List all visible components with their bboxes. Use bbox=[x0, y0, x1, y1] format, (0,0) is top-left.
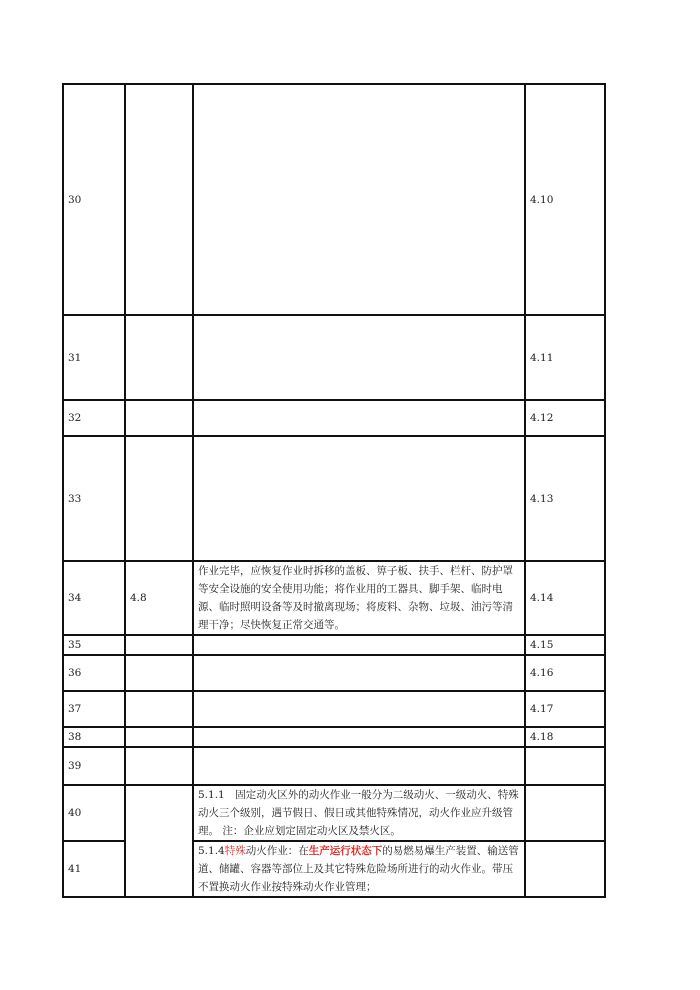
cell-ref[interactable]: 4.11 bbox=[525, 315, 605, 400]
cell-no[interactable]: 30 bbox=[63, 84, 125, 315]
cell-clause[interactable] bbox=[125, 691, 193, 727]
cell-content[interactable] bbox=[193, 436, 525, 561]
cell-no[interactable]: 37 bbox=[63, 691, 125, 727]
cell-content[interactable] bbox=[193, 400, 525, 436]
cell-content[interactable] bbox=[193, 727, 525, 747]
cell-no[interactable]: 41 bbox=[63, 841, 125, 897]
cell-no[interactable]: 35 bbox=[63, 635, 125, 655]
cell-ref[interactable]: 4.16 bbox=[525, 655, 605, 691]
cell-clause[interactable] bbox=[125, 727, 193, 747]
table-row bbox=[63, 747, 605, 785]
cell-ref[interactable] bbox=[525, 747, 605, 785]
cell-clause[interactable] bbox=[125, 785, 193, 897]
cell-clause[interactable] bbox=[125, 436, 193, 561]
highlight-bold-text: 生产运行状态下 bbox=[308, 845, 383, 857]
cell-content[interactable] bbox=[193, 747, 525, 785]
cell-ref[interactable] bbox=[525, 785, 605, 841]
cell-content[interactable]: 5.1.1 固定动火区外的动火作业一般分为二级动火、一级动火、特殊动火三个级别，遇节假日、假日或其他特殊情况，动火作业应升级管理。 注：企业应划定固定动火区及禁火区。 bbox=[193, 785, 525, 841]
cell-content[interactable] bbox=[193, 84, 525, 315]
cell-ref[interactable]: 4.18 bbox=[525, 727, 605, 747]
cell-content[interactable] bbox=[193, 655, 525, 691]
cell-no[interactable]: 39 bbox=[63, 747, 125, 785]
table-row bbox=[63, 436, 605, 561]
highlight-text: 特殊 bbox=[224, 845, 246, 857]
cell-no[interactable]: 36 bbox=[63, 655, 125, 691]
cell-no[interactable]: 32 bbox=[63, 400, 125, 436]
cell-ref[interactable]: 4.17 bbox=[525, 691, 605, 727]
cell-clause[interactable] bbox=[125, 315, 193, 400]
table-row bbox=[63, 655, 605, 691]
cell-ref[interactable]: 4.10 bbox=[525, 84, 605, 315]
cell-content[interactable] bbox=[193, 841, 525, 897]
table-row bbox=[63, 84, 605, 315]
content-text: 5.1.4 bbox=[198, 845, 225, 857]
cell-no[interactable]: 40 bbox=[63, 785, 125, 841]
table-row bbox=[63, 400, 605, 436]
spreadsheet-table bbox=[62, 83, 606, 898]
cell-clause[interactable]: 4.8 bbox=[125, 561, 193, 635]
cell-ref[interactable]: 4.13 bbox=[525, 436, 605, 561]
cell-no[interactable]: 31 bbox=[63, 315, 125, 400]
cell-ref[interactable] bbox=[525, 841, 605, 897]
cell-content[interactable] bbox=[193, 315, 525, 400]
cell-ref[interactable]: 4.14 bbox=[525, 561, 605, 635]
table-row bbox=[63, 727, 605, 747]
cell-clause[interactable] bbox=[125, 655, 193, 691]
cell-no[interactable]: 33 bbox=[63, 436, 125, 561]
cell-clause[interactable] bbox=[125, 84, 193, 315]
table-row bbox=[63, 691, 605, 727]
table-row bbox=[63, 785, 605, 841]
cell-ref[interactable]: 4.15 bbox=[525, 635, 605, 655]
cell-clause[interactable] bbox=[125, 400, 193, 436]
content-text: 动火作业：在 bbox=[245, 845, 309, 857]
cell-clause[interactable] bbox=[125, 747, 193, 785]
table-row bbox=[63, 315, 605, 400]
cell-no[interactable]: 38 bbox=[63, 727, 125, 747]
cell-ref[interactable]: 4.12 bbox=[525, 400, 605, 436]
table-row bbox=[63, 635, 605, 655]
content-text: 的易燃易爆生产装置、输送管道、储罐、容器等部位上及其它特殊危险场所进行的动火作业。带压不置换动火作业按特殊动火作业管理； bbox=[198, 845, 519, 893]
cell-no[interactable]: 34 bbox=[63, 561, 125, 635]
cell-clause[interactable] bbox=[125, 635, 193, 655]
table-row bbox=[63, 561, 605, 635]
cell-content[interactable] bbox=[193, 635, 525, 655]
cell-content[interactable] bbox=[193, 691, 525, 727]
cell-content[interactable]: 作业完毕，应恢复作业时拆移的盖板、箅子板、扶手、栏杆、防护罩等安全设施的安全使用功能；将作业用的工器具、脚手架、临时电源、临时照明设备等及时撤离现场；将废料、杂物、垃圾、油污等清理干净；尽快恢复正常交通等。 bbox=[193, 561, 525, 635]
